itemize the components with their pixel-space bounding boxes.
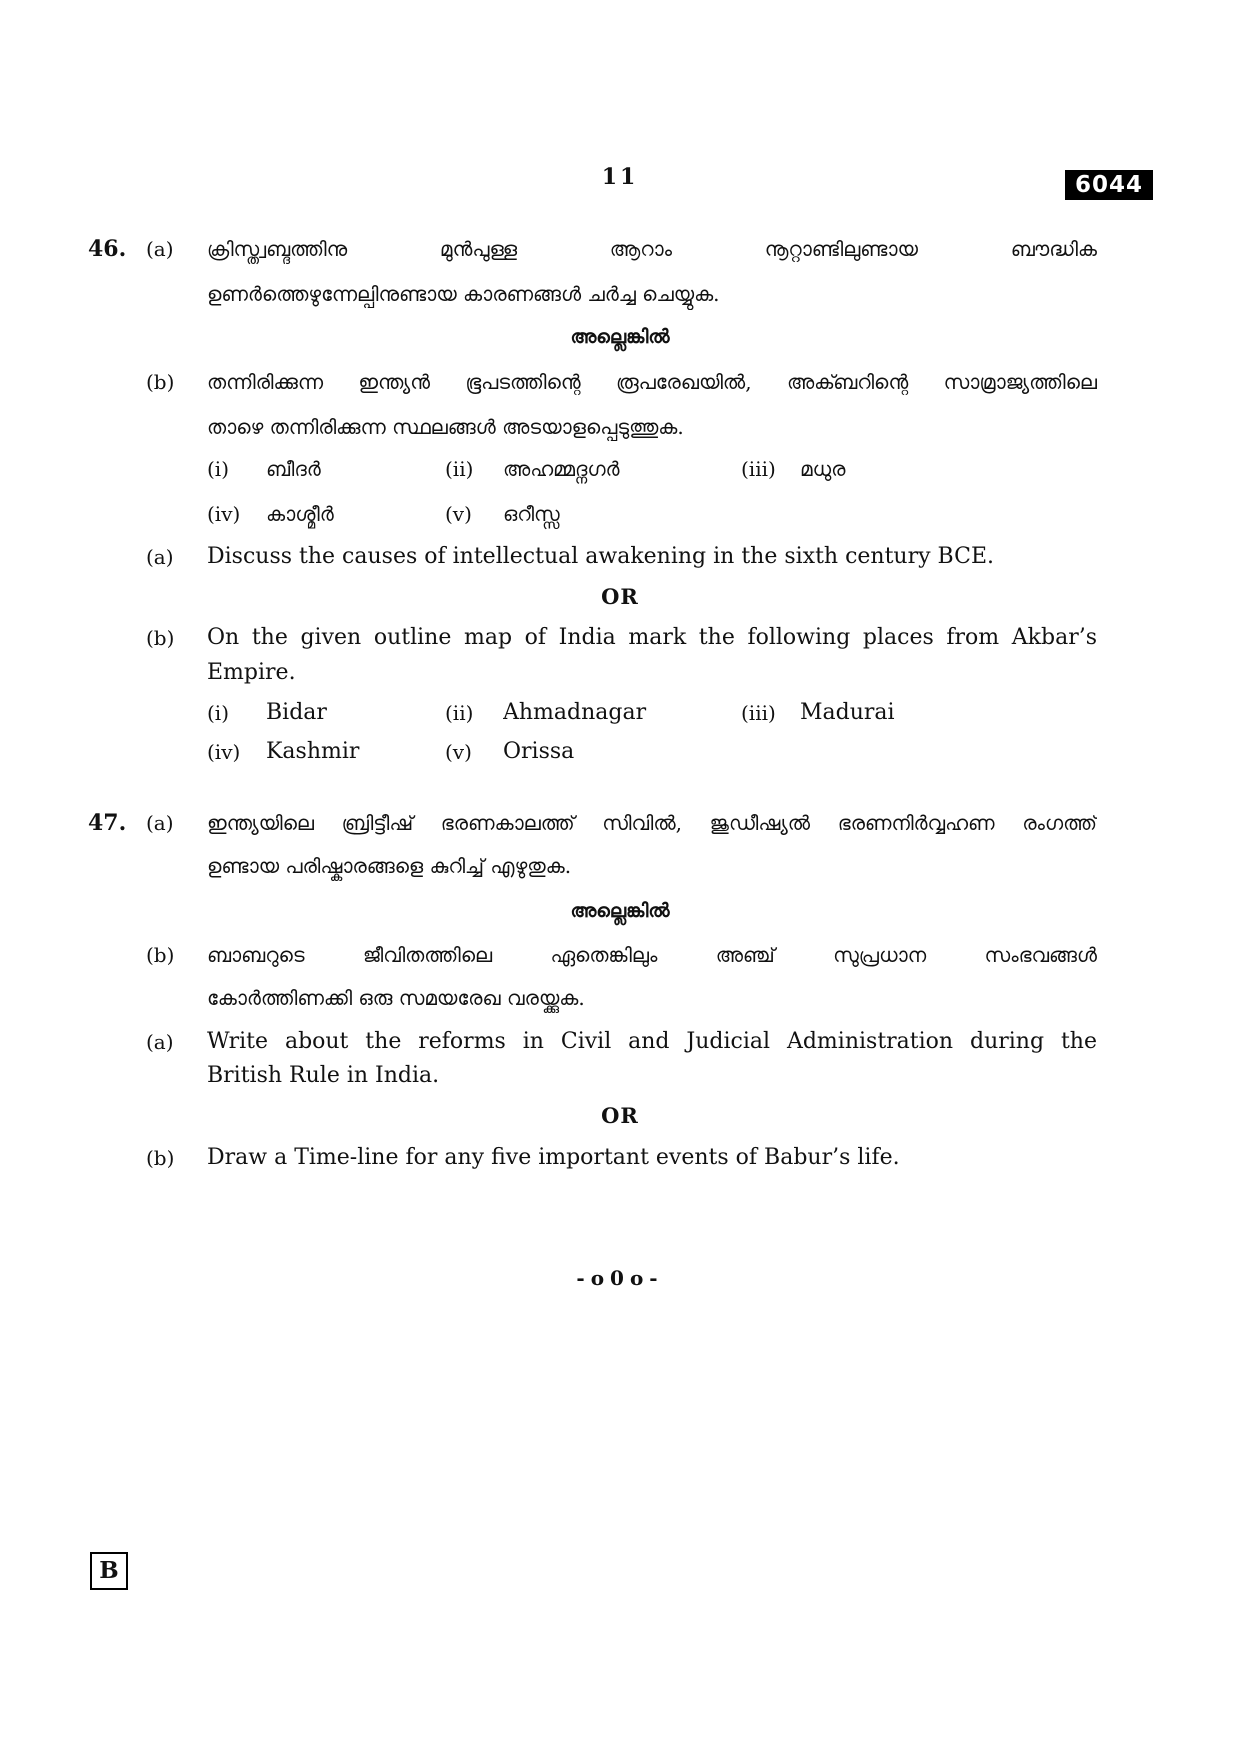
part-label: (a) — [146, 237, 174, 261]
place-number: (iii) — [741, 701, 776, 725]
part-label: (b) — [146, 370, 175, 394]
place-number: (iv) — [207, 502, 241, 526]
question-text-line: തന്നിരിക്കുന്ന ഇന്ത്യൻ ഭൂപടത്തിന്റെ രൂപരേഖയിൽ, അക്ബറിന്റെ സാമ്രാജ്യത്തിലെ — [207, 370, 1097, 394]
question-text-line: ഇന്ത്യയിലെ ബ്രിട്ടീഷ് ഭരണകാലത്ത് സിവിൽ, ജുഡീഷ്യൽ ഭരണനിർവ്വഹണ രംഗത്ത് — [207, 811, 1097, 835]
place-number: (iii) — [741, 457, 776, 481]
alternative-divider: അല്ലെങ്കിൽ — [570, 326, 670, 348]
part-label: (a) — [146, 545, 174, 569]
paper-code-badge: 6044 — [1065, 170, 1153, 200]
place-name: ബീദർ — [266, 457, 321, 481]
part-label: (b) — [146, 1146, 175, 1170]
place-name: കാശ്മീർ — [266, 502, 334, 526]
question-text-line: Write about the reforms in Civil and Judicial Administration during the — [207, 1029, 1097, 1054]
part-label: (a) — [146, 1030, 174, 1054]
place-name: അഹമ്മദ്നഗർ — [503, 457, 620, 481]
question-text-line: താഴെ തന്നിരിക്കുന്ന സ്ഥലങ്ങൾ അടയാളപ്പെടുത്തുക. — [207, 415, 684, 439]
page-number: 11 — [601, 164, 639, 190]
alternative-divider: അല്ലെങ്കിൽ — [570, 900, 670, 922]
question-text-line: Empire. — [207, 660, 296, 685]
place-number: (i) — [207, 457, 230, 481]
part-label: (b) — [146, 626, 175, 650]
question-text-line: ഉണ്ടായ പരിഷ്കാരങ്ങളെ കുറിച്ച് എഴുതുക. — [207, 854, 572, 878]
question-text-line: കോർത്തിണക്കി ഒരു സമയരേഖ വരയ്ക്കുക. — [207, 986, 585, 1010]
question-text-line: Draw a Time-line for any five important events of Babur’s life. — [207, 1145, 900, 1170]
alternative-divider: OR — [601, 1103, 639, 1128]
place-number: (v) — [445, 740, 472, 764]
place-name: Kashmir — [266, 739, 360, 764]
question-text-line: ക്രിസ്ത്വബ്ദത്തിനു മുൻപുള്ള ആറാം നൂറ്റാണ്ടിലുണ്ടായ ബൗദ്ധിക — [207, 237, 1097, 261]
place-number: (v) — [445, 502, 472, 526]
alternative-divider: OR — [601, 584, 639, 609]
question-text-line: On the given outline map of India mark the following places from Akbar’s — [207, 625, 1097, 650]
place-name: ഒറീസ്സ — [503, 502, 560, 526]
question-number: 46. — [88, 236, 127, 262]
place-name: Orissa — [503, 739, 575, 764]
question-text-line: ബാബറുടെ ജീവിതത്തിലെ ഏതെങ്കിലും അഞ്ച് സുപ്രധാന സംഭവങ്ങൾ — [207, 943, 1097, 967]
question-text-line: British Rule in India. — [207, 1063, 440, 1088]
place-number: (ii) — [445, 701, 474, 725]
place-number: (ii) — [445, 457, 474, 481]
place-number: (i) — [207, 701, 230, 725]
end-of-paper-mark: -o0o- — [576, 1266, 664, 1290]
part-label: (b) — [146, 943, 175, 967]
place-name: മധുര — [800, 457, 846, 481]
place-name: Bidar — [266, 700, 327, 725]
place-name: Madurai — [800, 700, 895, 725]
question-text-line: Discuss the causes of intellectual awakening in the sixth century BCE. — [207, 544, 995, 569]
series-code-box: B — [90, 1552, 128, 1590]
place-number: (iv) — [207, 740, 241, 764]
part-label: (a) — [146, 811, 174, 835]
question-number: 47. — [88, 810, 127, 836]
place-name: Ahmadnagar — [503, 700, 647, 725]
question-text-line: ഉണർത്തെഴുന്നേല്പിനുണ്ടായ കാരണങ്ങൾ ചർച്ച ചെയ്യുക. — [207, 282, 720, 306]
